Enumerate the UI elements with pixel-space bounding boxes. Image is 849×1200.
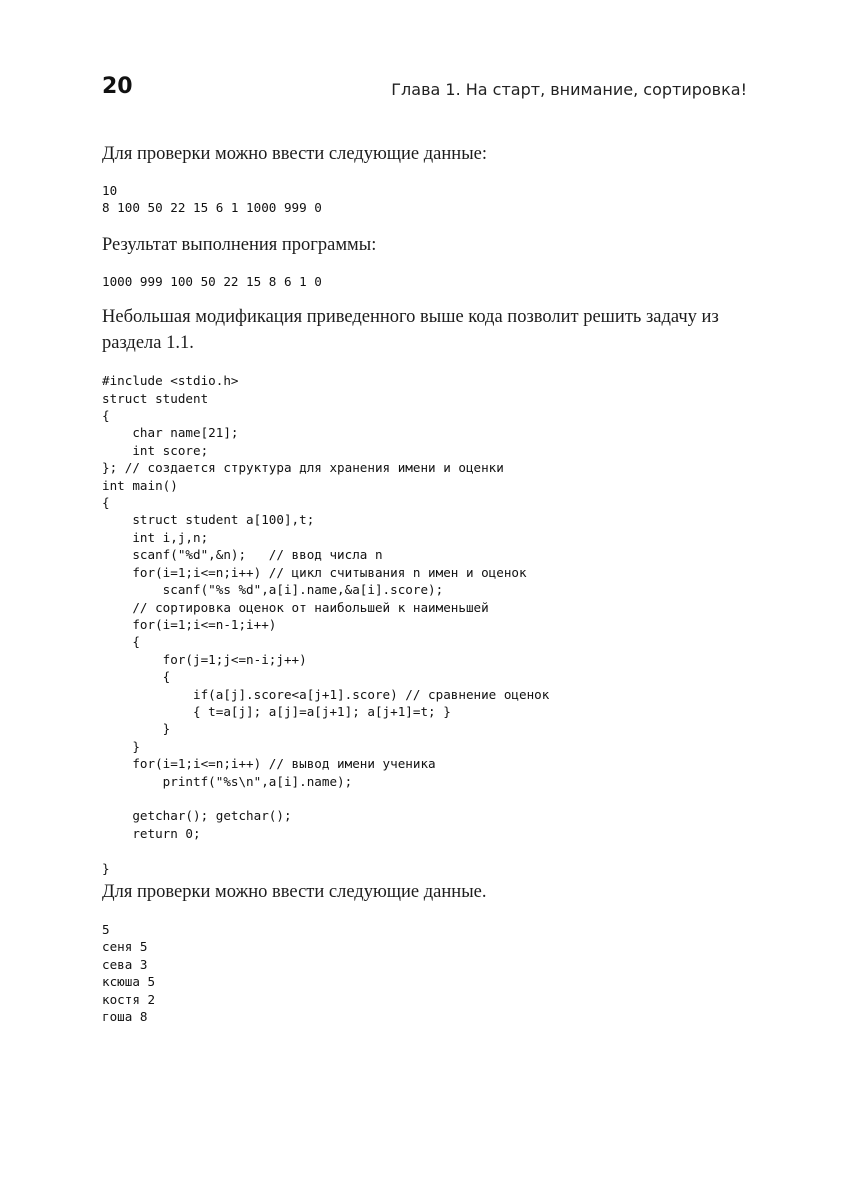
output-data-code-block: 1000 999 100 50 22 15 8 6 1 0: [102, 273, 322, 289]
student-input-code-block: 5 сеня 5 сева 3 ксюша 5 костя 2 гоша 8: [102, 922, 156, 1025]
page-content: [102, 138, 752, 1025]
result-paragraph: Результат выполнения программы:: [102, 234, 377, 255]
page-number: 20: [102, 74, 133, 99]
chapter-running-head: Глава 1. На старт, внимание, сортировка!: [391, 80, 747, 99]
input-data-code-block: 10 8 100 50 22 15 6 1 1000 999 0: [102, 183, 322, 216]
intro-paragraph: Для проверки можно ввести следующие данные:: [102, 144, 487, 164]
program-listing: #include <stdio.h> struct student { char name[21]; int score; }; // создается структура для хранения имени и оценки int main() { struct student a[100],t; int i,j,n; scanf("%d",&n); // ввод числа n for(i=1;i<=n;i++) // цикл считывания n имен и оценок scanf("%s %d",a[i].name,&a[i].score); // сортировка оценок от наибольшей к наименьшей for(i=1;i<=n-1;i++) { for(j=1;j<=n-i;j++) { if(a[j].score<a[j+1].score) // сравнение оценок { t=a[j]; a[j]=a[j+1]; a[j+1]=t; } } } for(i=1;i<=n;i++) // вывод имени ученика printf("%s\n",a[i].name); getchar(); getchar(); return 0; }: [102, 373, 550, 876]
test-data-paragraph: Для проверки можно ввести следующие данные.: [102, 882, 487, 902]
modification-paragraph: Небольшая модификация приведенного выше кода позволит решить задачу из раздела 1.1.: [102, 307, 719, 354]
